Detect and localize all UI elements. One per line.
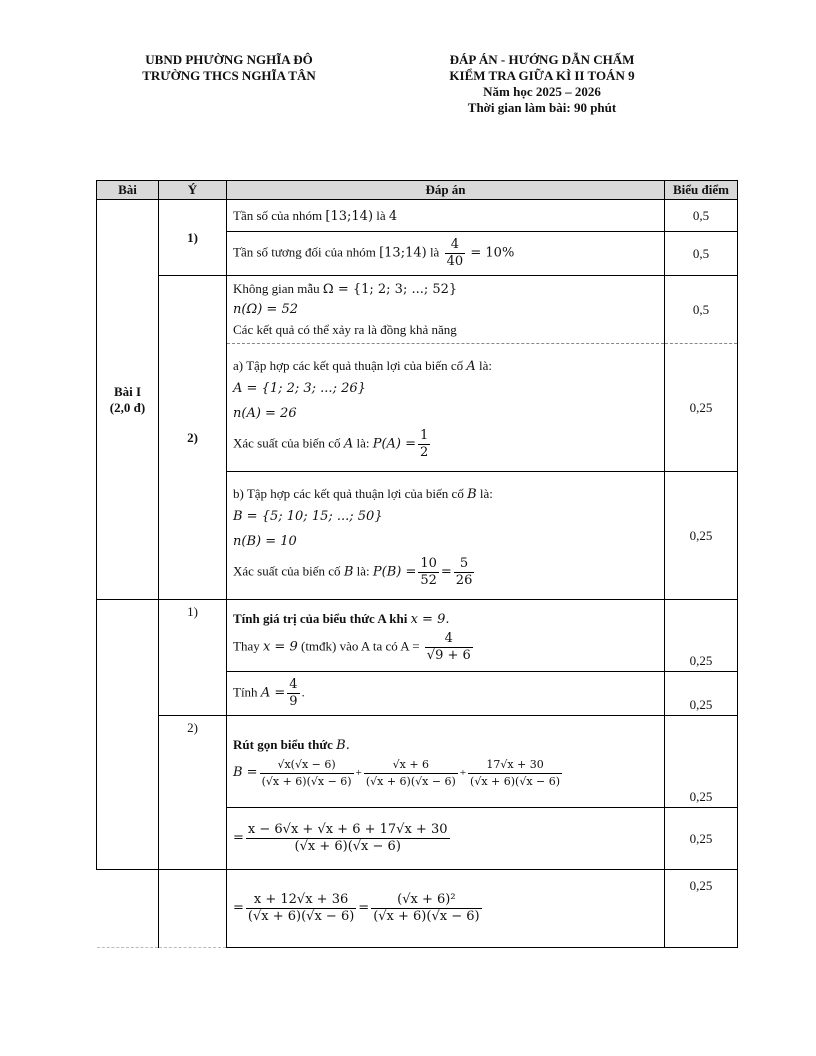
fraction: $\frac{4}{40}$ [446, 237, 464, 269]
table-row [97, 870, 738, 948]
score-cell: 0,25 [665, 600, 738, 672]
answer-cell: Tần số tương đối của nhóm [13;14) là $\frac{4}{40}$ = 10% [227, 232, 665, 276]
bai1-points: (2,0 đ) [109, 399, 146, 415]
table-header-row [97, 181, 738, 200]
bai1-y2: 2) [159, 276, 227, 600]
score-cell: 0,25 [665, 716, 738, 808]
score-cell: 0,25 [665, 808, 738, 870]
school-header [100, 52, 358, 84]
answer-table [96, 180, 738, 948]
bai1-y1: 1) [159, 200, 227, 276]
bai1-label: Bài I [113, 383, 142, 399]
table-row [97, 716, 738, 808]
score-cell: 0,25 [665, 344, 738, 472]
answer-cell: Tần số của nhóm [13;14) là 4 [227, 200, 665, 232]
bai2-cell [97, 600, 159, 870]
score-cell: 0,5 [665, 232, 738, 276]
answer-cell: Tính giá trị của biểu thức A khi x = 9. Thay x = 9 (tmđk) vào A ta có A = $\frac{4}{√9 + 6}$ [227, 600, 665, 672]
score-cell: 0,25 [665, 472, 738, 600]
answer-cell: Không gian mẫu Ω = {1; 2; 3; ...; 52} n(Ω) = 52 Các kết quả có thể xảy ra là đồng khả năng [227, 276, 665, 344]
table-row [97, 276, 738, 344]
bai1-cell [97, 200, 159, 600]
table-row [97, 200, 738, 232]
answer-cell: b) Tập hợp các kết quả thuận lợi của biến cố B là: B = {5; 10; 15; ...; 50} n(B) = 10 Xác suất của biến cố B là: P(B) = $\frac{10}{52}$ = $\frac{5}{26}$ [227, 472, 665, 600]
table-row [97, 600, 738, 672]
answer-cell: = $\frac{x - 6√x + √x + 6 + 17√x + 30}{(√x + 6)(√x - 6)}$ [227, 808, 665, 870]
col-bieudiem: Biểu điểm [665, 181, 738, 200]
answer-cell: a) Tập hợp các kết quả thuận lợi của biến cố A là: A = {1; 2; 3; ...; 26} n(A) = 26 Xác suất của biến cố A là: P(A) = $\frac{1}{2}$ [227, 344, 665, 472]
exam-title: KIỂM TRA GIỮA KÌ II TOÁN 9 [449, 68, 635, 83]
bai-empty-cell [97, 870, 159, 948]
school-name: TRƯỜNG THCS NGHĨA TÂN [142, 68, 316, 83]
col-bai: Bài [97, 181, 159, 200]
answer-cell: = $\frac{x + 12√x + 36}{(√x + 6)(√x - 6)}$ = $\frac{\text{(√x + 6)²}}{(√x + 6)(√x - 6)}$ [227, 870, 665, 948]
bai2-y2: 2) [159, 716, 227, 870]
school-year: Năm học 2025 – 2026 [483, 84, 601, 99]
score-cell: 0,5 [665, 276, 738, 344]
y-empty-cell [159, 870, 227, 948]
answer-cell: Rút gọn biểu thức B. B = $\frac{√x(√x - 6)}{(√x + 6)(√x - 6)}$ + $\frac{√x + 6}{(√x + 6)(√x - 6)}$ + $\frac{17√x + 30}{(√x + 6)(√x - 6)}$ [227, 716, 665, 808]
col-dapan: Đáp án [227, 181, 665, 200]
doc-title: ĐÁP ÁN - HƯỚNG DẪN CHẤM [449, 52, 635, 67]
bai2-y1: 1) [159, 600, 227, 716]
answer-cell: Tính A = $\frac{4}{9}$ . [227, 672, 665, 716]
score-cell: 0,5 [665, 200, 738, 232]
score-cell: 0,25 [665, 672, 738, 716]
score-cell: 0,25 [665, 870, 738, 948]
exam-header [398, 52, 686, 116]
ward-name: UBND PHƯỜNG NGHĨA ĐÔ [145, 52, 313, 67]
exam-duration: Thời gian làm bài: 90 phút [467, 100, 617, 115]
col-y: Ý [159, 181, 227, 200]
